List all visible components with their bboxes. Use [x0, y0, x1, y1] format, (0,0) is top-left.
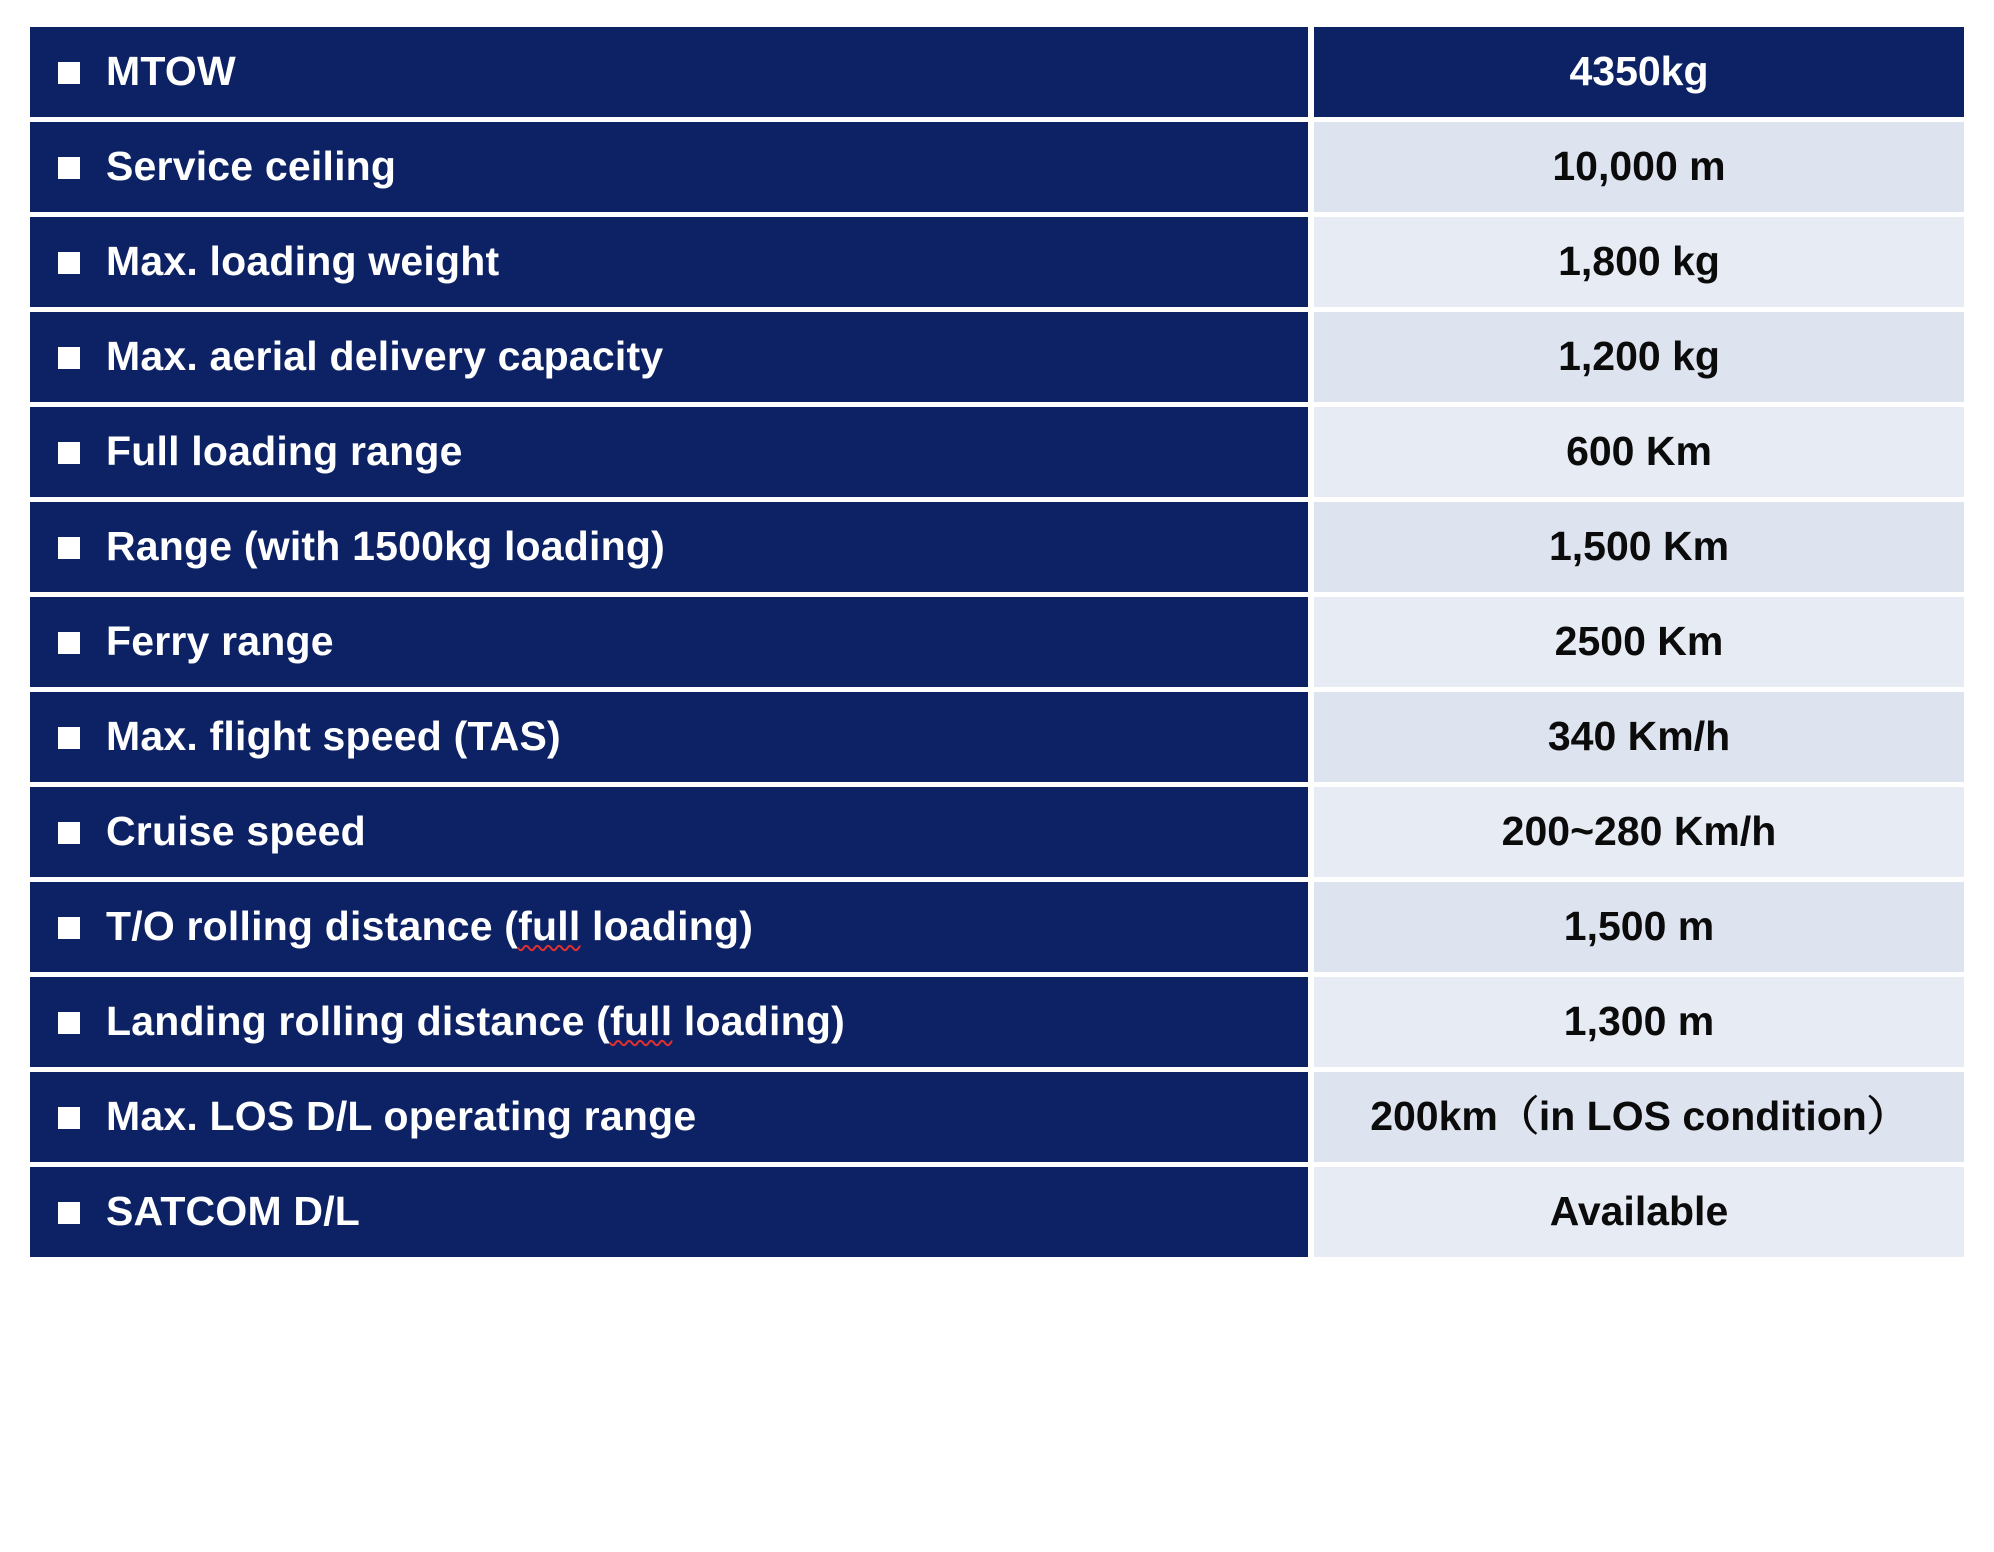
square-bullet-icon — [58, 1012, 80, 1034]
spec-label-cell — [30, 217, 1308, 307]
spec-label: Range (with 1500kg loading) — [106, 523, 665, 570]
spec-value-cell — [1314, 122, 1964, 212]
spec-label-cell — [30, 692, 1308, 782]
spec-value-cell — [1314, 502, 1964, 592]
table-body — [30, 27, 1964, 1257]
specification-table — [30, 22, 1964, 1262]
spec-value: 200~280 Km/h — [1501, 808, 1777, 855]
table-row — [30, 27, 1964, 117]
spec-label-cell — [30, 312, 1308, 402]
spec-label: Ferry range — [106, 618, 334, 665]
square-bullet-icon — [58, 442, 80, 464]
spec-label: Cruise speed — [106, 808, 366, 855]
spec-value: 4350kg — [1569, 48, 1709, 95]
spec-value: 1,300 m — [1563, 998, 1715, 1045]
spec-value: 10,000 m — [1552, 143, 1726, 190]
table-row — [30, 217, 1964, 307]
table-row — [30, 597, 1964, 687]
square-bullet-icon — [58, 727, 80, 749]
spec-label: Max. loading weight — [106, 238, 500, 285]
spec-value-cell — [1314, 1072, 1964, 1162]
spec-label: T/O rolling distance (full loading) — [106, 903, 754, 950]
square-bullet-icon — [58, 537, 80, 559]
square-bullet-icon — [58, 917, 80, 939]
spec-label-cell — [30, 787, 1308, 877]
spec-label-cell — [30, 502, 1308, 592]
spec-label-cell — [30, 407, 1308, 497]
spec-value: 1,500 Km — [1548, 523, 1730, 570]
spec-value: 340 Km/h — [1547, 713, 1731, 760]
spec-label: Full loading range — [106, 428, 463, 475]
spec-label-cell — [30, 882, 1308, 972]
table-row — [30, 1072, 1964, 1162]
spec-label: Landing rolling distance (full loading) — [106, 998, 845, 1045]
spec-label-cell — [30, 977, 1308, 1067]
spec-label: SATCOM D/L — [106, 1188, 361, 1235]
misspelled-word: full — [518, 903, 581, 950]
spec-value-cell — [1314, 27, 1964, 117]
table-row — [30, 312, 1964, 402]
spec-value-cell — [1314, 882, 1964, 972]
spec-label-cell — [30, 27, 1308, 117]
table-row — [30, 122, 1964, 212]
spec-value-cell — [1314, 217, 1964, 307]
spec-value-cell — [1314, 597, 1964, 687]
square-bullet-icon — [58, 822, 80, 844]
square-bullet-icon — [58, 157, 80, 179]
spec-label: MTOW — [106, 48, 236, 95]
spec-value-cell — [1314, 1167, 1964, 1257]
spec-value-cell — [1314, 312, 1964, 402]
table-row — [30, 502, 1964, 592]
spec-value-cell — [1314, 692, 1964, 782]
table-row — [30, 407, 1964, 497]
spec-value: 1,500 m — [1563, 903, 1715, 950]
spec-label: Max. aerial delivery capacity — [106, 333, 664, 380]
spec-value: 1,200 kg — [1558, 333, 1720, 380]
table-row — [30, 692, 1964, 782]
table-row — [30, 882, 1964, 972]
spec-value: 1,800 kg — [1558, 238, 1720, 285]
square-bullet-icon — [58, 347, 80, 369]
square-bullet-icon — [58, 62, 80, 84]
spec-label-cell — [30, 1167, 1308, 1257]
table-row — [30, 787, 1964, 877]
spec-value: 600 Km — [1566, 428, 1712, 475]
spec-label-cell — [30, 597, 1308, 687]
spec-value-cell — [1314, 977, 1964, 1067]
spec-label-cell — [30, 122, 1308, 212]
square-bullet-icon — [58, 1107, 80, 1129]
square-bullet-icon — [58, 1202, 80, 1224]
square-bullet-icon — [58, 252, 80, 274]
spec-label: Max. LOS D/L operating range — [106, 1093, 697, 1140]
spec-label: Max. flight speed (TAS) — [106, 713, 561, 760]
square-bullet-icon — [58, 632, 80, 654]
spec-label-cell — [30, 1072, 1308, 1162]
table-row — [30, 977, 1964, 1067]
table-row — [30, 1167, 1964, 1257]
spec-label: Service ceiling — [106, 143, 397, 190]
misspelled-word: full — [610, 998, 673, 1045]
spec-value: 2500 Km — [1554, 618, 1724, 665]
spec-value: 200km（in LOS condition） — [1370, 1093, 1908, 1140]
spec-value-cell — [1314, 407, 1964, 497]
spec-value: Available — [1549, 1188, 1729, 1235]
spec-value-cell — [1314, 787, 1964, 877]
